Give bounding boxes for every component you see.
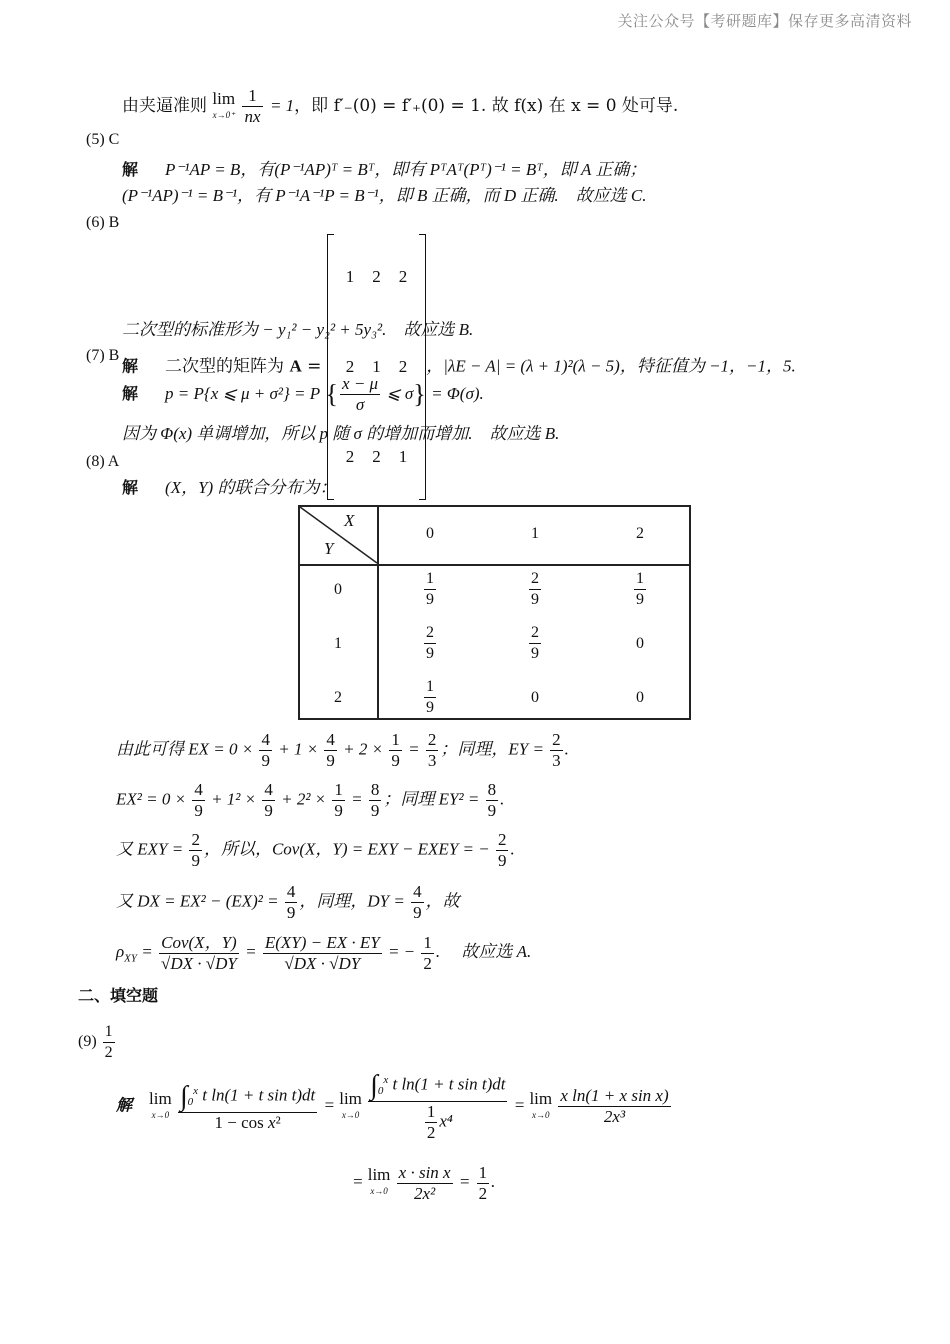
q8-dx-line: 又 DX = EX² − (EX)² = $\frac{4}{9}$ ，同理，DY = $\frac{4}{9}$ ，故 — [116, 882, 460, 922]
matrix-entry: 1 — [372, 357, 381, 376]
q7-line2: 因为 Φ(x) 单调增加，所以 p 随 σ 的增加而增加. 故应选 B. — [122, 424, 560, 443]
ex2-prefix: EX² = 0 × — [116, 789, 187, 809]
joint-prob-cell: $\frac{2}{9}$ — [531, 624, 539, 662]
matrix-entry: 2 — [372, 267, 381, 286]
ex-prefix: 由此可得 EX = 0 × — [116, 739, 254, 759]
jie-label: 解 — [122, 160, 139, 179]
q5-line1 — [122, 158, 646, 182]
x-header: X — [344, 511, 355, 530]
q6-line1: 解 二次型的矩阵为 A = 1 2 2 2 1 2 2 2 1 ，|λE − A| = (λ + 1)²(λ − 5)，特征值为 −1，−1，5. — [122, 232, 796, 502]
q8-answer: 故应选 A. — [461, 942, 532, 961]
jie-label: 解 — [122, 356, 139, 376]
joint-prob-cell: 0 — [636, 635, 644, 652]
q5-label: (5) C — [86, 131, 120, 148]
joint-prob-cell: $\frac{1}{9}$ — [636, 570, 644, 608]
jie-label: 解 — [122, 384, 139, 403]
q7-prob-b: = Φ(σ). — [431, 384, 484, 403]
q8-exy-line: 又 EXY = $\frac{2}{9}$ ，所以，Cov(X，Y) = EXY − EXEY = − $\frac{2}{9}$ . — [116, 830, 515, 870]
matrix-entry: 2 — [398, 357, 408, 376]
x-value-header: 2 — [636, 525, 644, 542]
q9-solution-line1: 解 lim x→0 $\frac{\int_0^x t \ln(1 + t \sin t)dt}{\text{1 − cos x²}}$ = lim x→0 $\int_0^x$ t ln(1 + t sin t)dt $\frac{1}{2}$ x⁴ = lim x→0 $\frac{\text{x ln(1 + x sin x)}}{\text{2x³}}$ — [116, 1069, 669, 1143]
q7-line1: 解 p = P{x ⩽ μ + σ²} = P { $\frac{x - \mu}{\sigma}$ ⩽ σ} = Φ(σ). — [122, 374, 484, 414]
q6-line2: 二次型的标准形为 − y₁² − y₂² + 5y₃². 故应选 B. — [122, 320, 474, 339]
matrix-entry: 1 — [345, 267, 355, 286]
jie-label: 解 — [122, 478, 139, 497]
q8-intro — [122, 476, 336, 500]
q5-line1-text: P⁻¹AP = B，有(P⁻¹AP)ᵀ = Bᵀ，即有 PᵀAᵀ(Pᵀ)⁻¹ = Bᵀ，即 A 正确； — [165, 160, 647, 179]
matrix-entry: 2 — [345, 357, 355, 376]
q8-ex2-line: EX² = 0 × $\frac{4}{9}$ + 1² × $\frac{4}{9}$ + 2² × $\frac{1}{9}$ = $\frac{8}{9}$ ；同理 EY² = $\frac{8}{9}$ . — [116, 780, 505, 820]
q6-label: (6) B — [86, 214, 120, 231]
q7-prob-a: p = P{x ⩽ μ + σ²} = P — [165, 384, 321, 403]
matrix-a — [327, 232, 427, 502]
table-diagonal — [300, 507, 379, 565]
q8-rho-line: $\rho_{XY}$ = $\frac{\text{Cov(X，Y)}}{√DX \cdot √DY}$ = $\frac{E(XY) - EX \cdot EY}{√DX \cdot √DY}$ = − $\frac{1}{2}$ . 故应选 A. — [116, 932, 532, 973]
squeeze-tail: ，即 f′₋(0) = f′₊(0) = 1. 故 f(x) 在 x = 0 处可导. — [294, 96, 679, 116]
q8-intro-text: (X，Y) 的联合分布为： — [165, 478, 337, 497]
x-value-header: 1 — [531, 525, 539, 542]
q9-number: (9) — [78, 1033, 97, 1051]
exy-prefix: 又 EXY = — [116, 839, 184, 859]
matrix-entry: 1 — [398, 447, 408, 466]
q9-answer-den: 2 — [104, 1044, 113, 1061]
joint-distribution-table — [298, 505, 691, 720]
joint-prob-cell: $\frac{2}{9}$ — [426, 624, 434, 662]
joint-prob-cell: $\frac{2}{9}$ — [531, 570, 539, 608]
squeeze-prefix: 由夹逼准则 — [122, 96, 207, 116]
q9-solution-line2: = lim x→0 $\frac{\text{x · sin x}}{\text{2x²}}$ = $\frac{1}{2}$ . — [352, 1162, 496, 1203]
x-value-header: 0 — [426, 525, 434, 542]
dx-prefix: 又 DX = EX² − (EX)² = — [116, 891, 279, 911]
matrix-entry: 2 — [398, 267, 408, 286]
y-value-header: 2 — [334, 689, 342, 706]
matrix-entry: 2 — [345, 447, 355, 466]
y-value-header: 1 — [334, 635, 342, 652]
joint-prob-cell: $\frac{1}{9}$ — [426, 570, 434, 608]
y-header: Y — [324, 539, 334, 558]
y-value-header: 0 — [334, 581, 342, 598]
section-fill-in-title: 二、填空题 — [78, 986, 159, 1005]
joint-prob-cell: 0 — [531, 689, 539, 706]
squeeze-line: 由夹逼准则 lim x→0⁺ $\frac{1}{nx}$ = 1，即 f′₋(0) = f′₊(0) = 1. 故 f(x) 在 x = 0 处可导. — [122, 86, 679, 126]
q6-suffix: ，|λE − A| = (λ + 1)²(λ − 5)，特征值为 −1，−1，5. — [426, 356, 796, 376]
matrix-entry: 2 — [372, 447, 381, 466]
q8-label: (8) A — [86, 453, 120, 470]
joint-prob-cell: $\frac{1}{9}$ — [426, 678, 434, 716]
jie-label: 解 — [116, 1095, 133, 1115]
header-watermark-note: 关注公众号【考研题库】保存更多高清资料 — [617, 12, 912, 30]
q7-label: (7) B — [86, 347, 120, 364]
q8-ex-line: 由此可得 EX = 0 × $\frac{4}{9}$ + 1 × $\frac{4}{9}$ + 2 × $\frac{1}{9}$ = $\frac{2}{3}$ ；同理，EY = $\frac{2}{3}$ . — [116, 730, 569, 770]
q9-answer-num: 1 — [103, 1022, 115, 1043]
joint-prob-cell: 0 — [636, 689, 644, 706]
q6-prefix: 二次型的矩阵为 — [165, 356, 285, 377]
q9-label — [78, 1022, 117, 1063]
q5-line2: (P⁻¹AP)⁻¹ = B⁻¹，有 P⁻¹A⁻¹P = B⁻¹，即 B 正确，而 D 正确. 故应选 C. — [122, 186, 647, 205]
